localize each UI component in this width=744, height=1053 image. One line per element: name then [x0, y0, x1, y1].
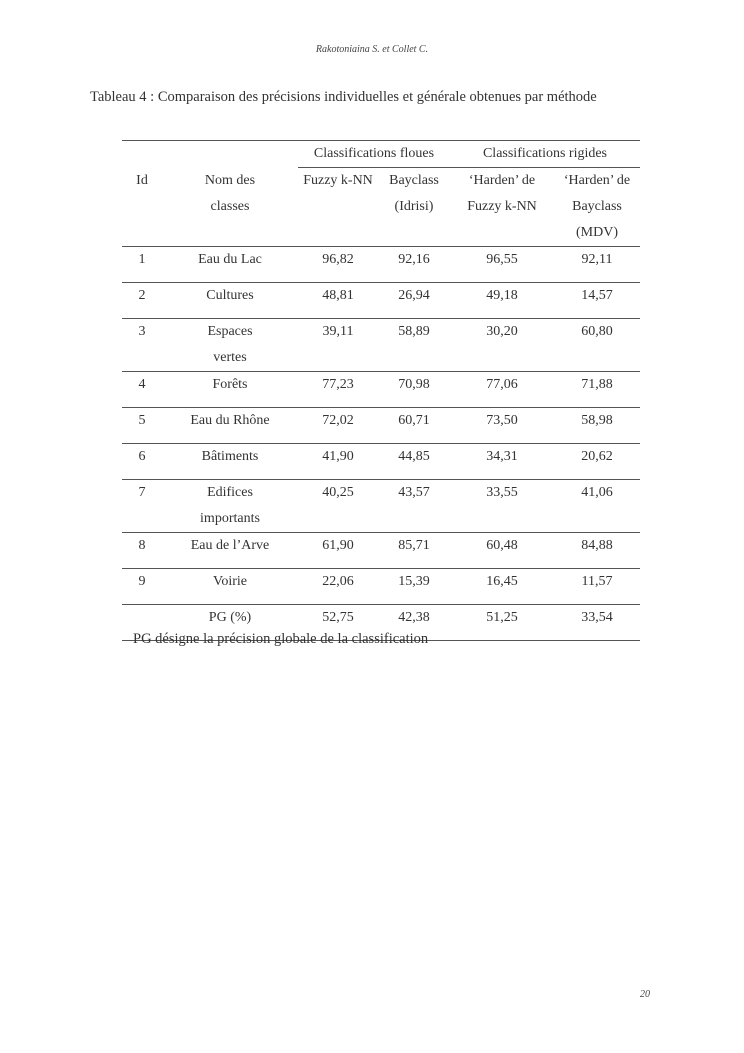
table-row: 8 Eau de l’Arve 61,90 85,71 60,48 84,88 — [122, 533, 640, 569]
column-header-id: Id — [136, 172, 148, 188]
page-number: 20 — [640, 989, 650, 1000]
group-header-floues: Classifications floues — [298, 141, 450, 168]
running-header: Rakotoniaina S. et Collet C. — [315, 44, 429, 55]
table-caption: Tableau 4 : Comparaison des précisions individuelles et générale obtenues par méthode — [90, 89, 597, 105]
table-row: 9 Voirie 22,06 15,39 16,45 11,57 — [122, 569, 640, 605]
table-row: 5 Eau du Rhône 72,02 60,71 73,50 58,98 — [122, 408, 640, 444]
column-header-row — [122, 168, 640, 247]
column-header-bayclass: Bayclass (Idrisi) — [389, 173, 439, 214]
column-header-fuzzy-knn: Fuzzy k-NN — [303, 173, 373, 188]
table-row: 2 Cultures 48,81 26,94 49,18 14,57 — [122, 283, 640, 319]
total-row: PG (%) 52,75 42,38 51,25 33,54 — [122, 605, 640, 641]
table-row: 1 Eau du Lac 96,82 92,16 96,55 92,11 — [122, 247, 640, 283]
table-footnote: PG désigne la précision globale de la classification — [133, 631, 429, 647]
table-row: 7 Edifices importants 40,25 43,57 33,55 41,06 — [122, 480, 640, 533]
group-header-row — [122, 141, 640, 168]
column-header-harden-bayclass: ‘Harden’ de Bayclass (MDV) — [563, 173, 631, 240]
total-label: PG (%) — [162, 605, 298, 641]
column-header-harden-fuzzy: ‘Harden’ de Fuzzy k-NN — [467, 173, 537, 214]
table-row: 4 Forêts 77,23 70,98 77,06 71,88 — [122, 372, 640, 408]
group-header-rigides: Classifications rigides — [450, 141, 640, 168]
table-row: 3 Espaces vertes 39,11 58,89 30,20 60,80 — [122, 319, 640, 372]
column-header-name: Nom des classes — [204, 172, 256, 214]
table-row: 6 Bâtiments 41,90 44,85 34,31 20,62 — [122, 444, 640, 480]
results-table — [122, 140, 640, 641]
